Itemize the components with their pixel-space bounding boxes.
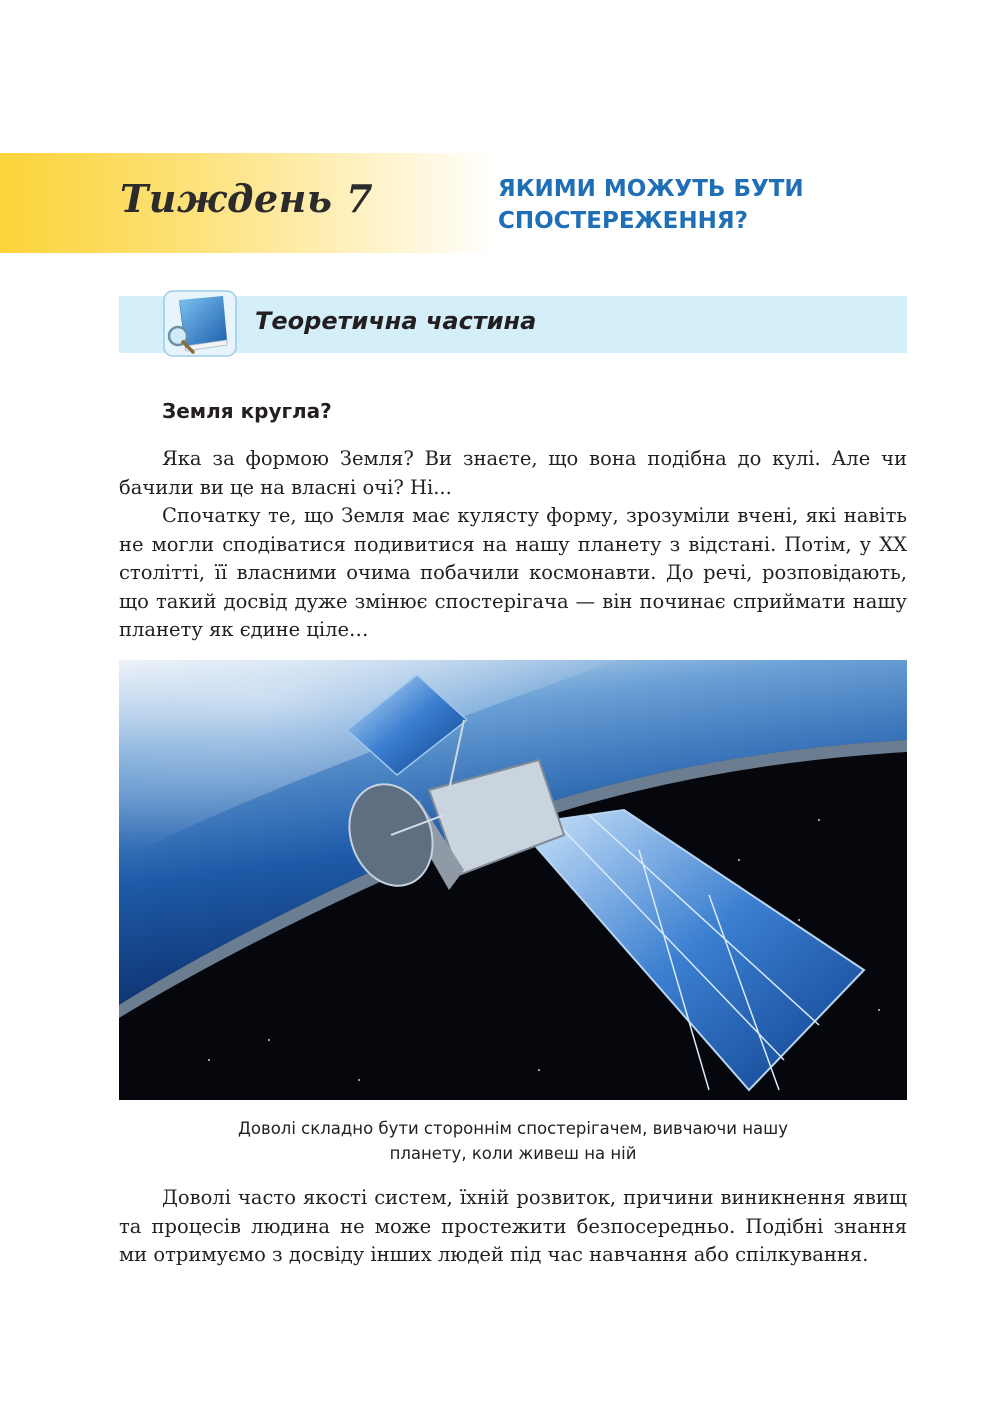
subheading: Земля кругла? [162, 399, 332, 423]
week-question-line1: ЯКИМИ МОЖУТЬ БУТИ [498, 176, 804, 202]
week-title: Тиждень 7 [120, 176, 374, 221]
paragraph-2 [119, 502, 907, 645]
photo-caption [119, 1116, 907, 1166]
paragraph-1 [119, 445, 907, 502]
paragraph-1-text: Яка за формою Земля? Ви знаєте, що вона подібна до кулі. Але чи бачили ви це на власні очі? Ні... [119, 447, 907, 499]
paragraph-3 [119, 1184, 907, 1270]
paragraph-2-text: Спочатку те, що Земля має кулясту форму, зрозуміли вчені, які навіть не могли сподіватися подивитися на нашу планету з відстані. Потім, у ХХ столітті, її власними очима побачили космонавти. До речі, розповідають, що такий досвід дуже змінює спостерігача — він починає сприймати нашу планету як єдине ціле… [119, 504, 907, 641]
paragraph-3-text: Доволі часто якості систем, їхній розвиток, причини виникнення явищ та процесів людина не може простежити безпосередньо. Подібні знання ми отримуємо з досвіду інших людей під час навчання або спілкування. [119, 1186, 907, 1266]
week-question-line2: СПОСТЕРЕЖЕННЯ? [498, 208, 748, 234]
satellite-photo [119, 660, 907, 1100]
book-magnifier-icon [163, 290, 239, 358]
section-title: Теоретична частина [255, 307, 537, 335]
week-question [498, 173, 938, 237]
caption-line1: Доволі складно бути стороннім спостерігачем, вивчаючи нашу [238, 1119, 788, 1138]
caption-line2: планету, коли живеш на ній [389, 1144, 637, 1163]
